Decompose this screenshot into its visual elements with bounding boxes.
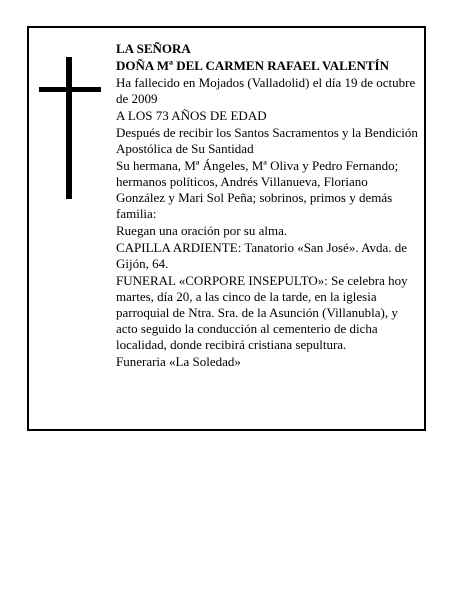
sacraments-statement: Después de recibir los Santos Sacramentos y la Bendición Apostólica de Su Santidad (116, 125, 418, 156)
obituary-notice (27, 26, 426, 431)
notice-title: LA SEÑORA (116, 41, 191, 56)
family-list: Su hermana, Mª Ángeles, Mª Oliva y Pedro Fernando; hermanos políticos, Andrés Villanueva, Floriano González y Mari Sol Peña; sobrinos, primos y demás familia: (116, 158, 399, 221)
cross-icon (39, 57, 101, 199)
prayer-request: Ruegan una oración por su alma. (116, 223, 288, 238)
age-statement: A LOS 73 AÑOS DE EDAD (116, 108, 267, 123)
funeral-info: FUNERAL «CORPORE INSEPULTO»: Se celebra hoy martes, día 20, a las cinco de la tarde, en la iglesia parroquial de Ntra. Sra. de la Asunción (Villanubla), y acto seguido la conducción al cementerio de dicha localidad, donde recibirá cristiana sepultura. (116, 273, 408, 352)
deceased-name: DOÑA Mª DEL CARMEN RAFAEL VALENTÍN (116, 58, 389, 73)
funeral-home: Funeraria «La Soledad» (116, 354, 241, 369)
chapel-info: CAPILLA ARDIENTE: Tanatorio «San José». Avda. de Gijón, 64. (116, 240, 408, 271)
notice-text (116, 41, 419, 371)
death-statement: Ha fallecido en Mojados (Valladolid) el día 19 de octubre de 2009 (116, 75, 416, 106)
